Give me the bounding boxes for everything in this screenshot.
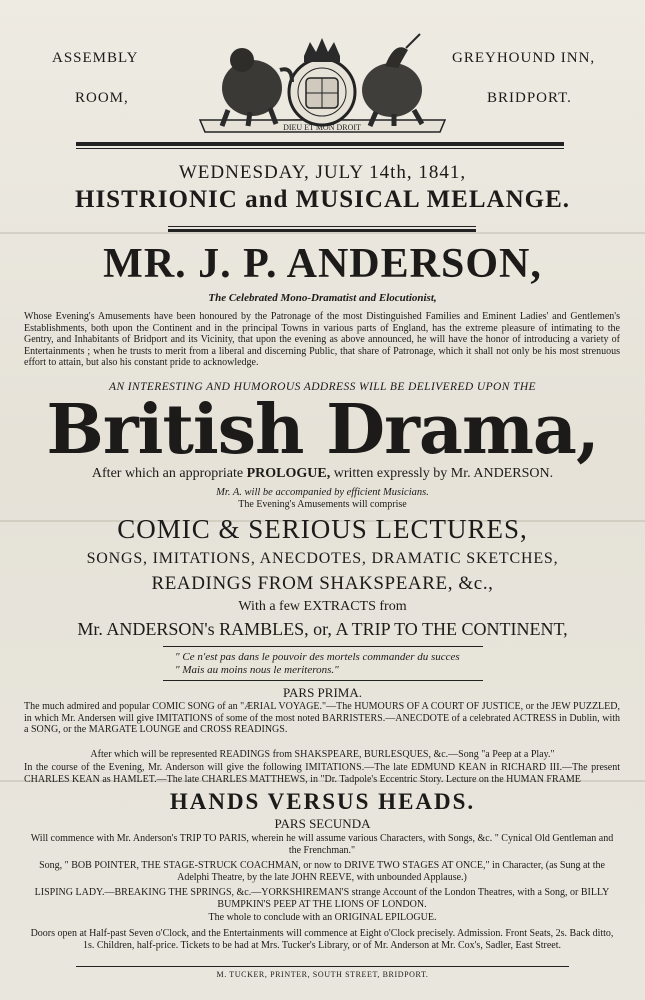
divider-rule bbox=[76, 966, 569, 967]
main-headline: British Drama, bbox=[46, 390, 599, 470]
printer-line: M. TUCKER, PRINTER, SOUTH STREET, BRIDPORT. bbox=[216, 970, 429, 979]
date-line: WEDNESDAY, JULY 14th, 1841, bbox=[178, 162, 467, 183]
pars-secunda-paragraph3: LISPING LADY.—BREAKING THE SPRINGS, &c.—YORKSHIREMAN'S strange Account of the London Theatres, with a Song, or BILLY BUMPKIN'S PEEP AT THE LIONS OF LONDON. bbox=[34, 887, 610, 910]
prologue-before: After which an appropriate bbox=[91, 466, 244, 481]
intro-paragraph: Whose Evening's Amusements have been honoured by the Patronage of the most Distinguished Families and Eminent Ladies' and Gentlemen's Establishments, both upon the Continent and in the principal Towns in various parts of England, has the extreme pleasure of intimating to the Gentry, and Inhabitants of Bridport and its Vicinity, that upon the evening as above announced, he will have the honor of introducing a variety of Entertainments ; when he trusts to merit from a liberal and discerning Public, that share of Patronage, which it shall not only be his most strenuous effort to attain, but also his constant pride to acknowledge. bbox=[24, 311, 620, 368]
pars-secunda-paragraph1: Will commence with Mr. Anderson's TRIP TO PARIS, wherein he will assume various Characters, with Songs, &c. " Cynical Old Gentleman and the Frenchman." bbox=[30, 833, 614, 856]
divider-rule bbox=[163, 646, 483, 647]
pars-prima-paragraph1: The much admired and popular COMIC SONG of an "ÆRIAL VOYAGE."—The HUMOURS OF A COURT OF JUSTICE, or the JEW PUZZLED, in which Mr. Andersen will give IMITATIONS of some of the most noted BARRISTERS.—ANECDOTE of a celebrated ACTRESS in Dublin, with a SONG, or the MARGATE LOUNGE and CROSS READINGS. bbox=[24, 701, 620, 735]
prologue-after: written expressly by Mr. ANDERSON. bbox=[333, 466, 554, 481]
prologue-line bbox=[0, 466, 645, 482]
performer-name: MR. J. P. ANDERSON, bbox=[103, 241, 542, 287]
divider-rule bbox=[163, 680, 483, 681]
doors-paragraph: Doors open at Half-past Seven o'Clock, and the Entertainments will commence at Eight o'Clock precisely. Admission. Front Seats, 2s. Back ditto, 1s. Children, half-price. Tickets to be had at Mrs. Tucker's Library, or of Mr. Anderson at Mr. Cox's, Sadler, East Street. bbox=[30, 928, 614, 951]
prologue-word: PROLOGUE, bbox=[246, 466, 331, 481]
comprise-line: The Evening's Amusements will comprise bbox=[238, 499, 407, 510]
divider-rule bbox=[168, 229, 476, 232]
crest-motto: DIEU ET MON DROIT bbox=[283, 123, 361, 132]
rambles-line: Mr. ANDERSON's RAMBLES, or, A TRIP TO THE CONTINENT, bbox=[77, 619, 568, 639]
venue-left-line2: ROOM, bbox=[75, 90, 129, 106]
divider-rule bbox=[76, 148, 564, 149]
pars-prima-paragraph3: In the course of the Evening, Mr. Anderson will give the following IMITATIONS.—The late EDMUND KEAN in RICHARD III.—The present CHARLES KEAN as HAMLET.—The late CHARLES MATTHEWS, in "Dr. Tadpole's Eccentric Story. Lecture on the HUMAN FRAME bbox=[24, 762, 620, 785]
royal-coat-of-arms bbox=[180, 30, 465, 135]
fold-crease bbox=[0, 232, 645, 234]
pars-secunda-conclude: The whole to conclude with an ORIGINAL EPILOGUE. bbox=[208, 912, 437, 923]
lectures-headline: COMIC & SERIOUS LECTURES, bbox=[117, 514, 528, 544]
pars-secunda-heading: PARS SECUNDA bbox=[274, 816, 371, 831]
readings-line: READINGS FROM SHAKSPEARE, &c., bbox=[151, 573, 494, 594]
pars-secunda-paragraph2: Song, " BOB POINTER, THE STAGE-STRUCK COACHMAN, or now to DRIVE TWO STAGES AT ONCE," in Character, (as Sung at the Adelphi Theatre, by the late JOHN REEVE, with unbounded Applause.) bbox=[39, 860, 605, 883]
venue-left-line1: ASSEMBLY bbox=[52, 50, 139, 66]
address-line: AN INTERESTING AND HUMOROUS ADDRESS WILL BE DELIVERED UPON THE bbox=[109, 381, 536, 393]
pars-prima-paragraph2: After which will be represented READINGS from SHAKSPEARE, BURLESQUES, &c.—Song "a Peep at a Play." bbox=[90, 749, 555, 760]
musicians-line: Mr. A. will be accompanied by efficient Musicians. bbox=[216, 487, 429, 498]
quote-line2: " Mais au moins nous le meriterons." bbox=[175, 664, 339, 676]
event-title: HISTRIONIC and MUSICAL MELANGE. bbox=[75, 186, 570, 213]
venue-right-line1: GREYHOUND INN, bbox=[452, 50, 596, 66]
performer-subtitle: The Celebrated Mono-Dramatist and Elocutionist, bbox=[208, 292, 437, 304]
venue-right-line2: BRIDPORT. bbox=[487, 90, 572, 106]
quote-line1: " Ce n'est pas dans le pouvoir des mortels commander du succes bbox=[175, 651, 460, 663]
divider-rule bbox=[76, 142, 564, 146]
hands-headline: HANDS VERSUS HEADS. bbox=[169, 789, 476, 814]
pars-prima-heading: PARS PRIMA. bbox=[282, 685, 362, 700]
songs-line: SONGS, IMITATIONS, ANECDOTES, DRAMATIC SKETCHES, bbox=[86, 550, 559, 567]
extracts-line: With a few EXTRACTS from bbox=[238, 599, 407, 614]
divider-rule bbox=[168, 226, 476, 227]
